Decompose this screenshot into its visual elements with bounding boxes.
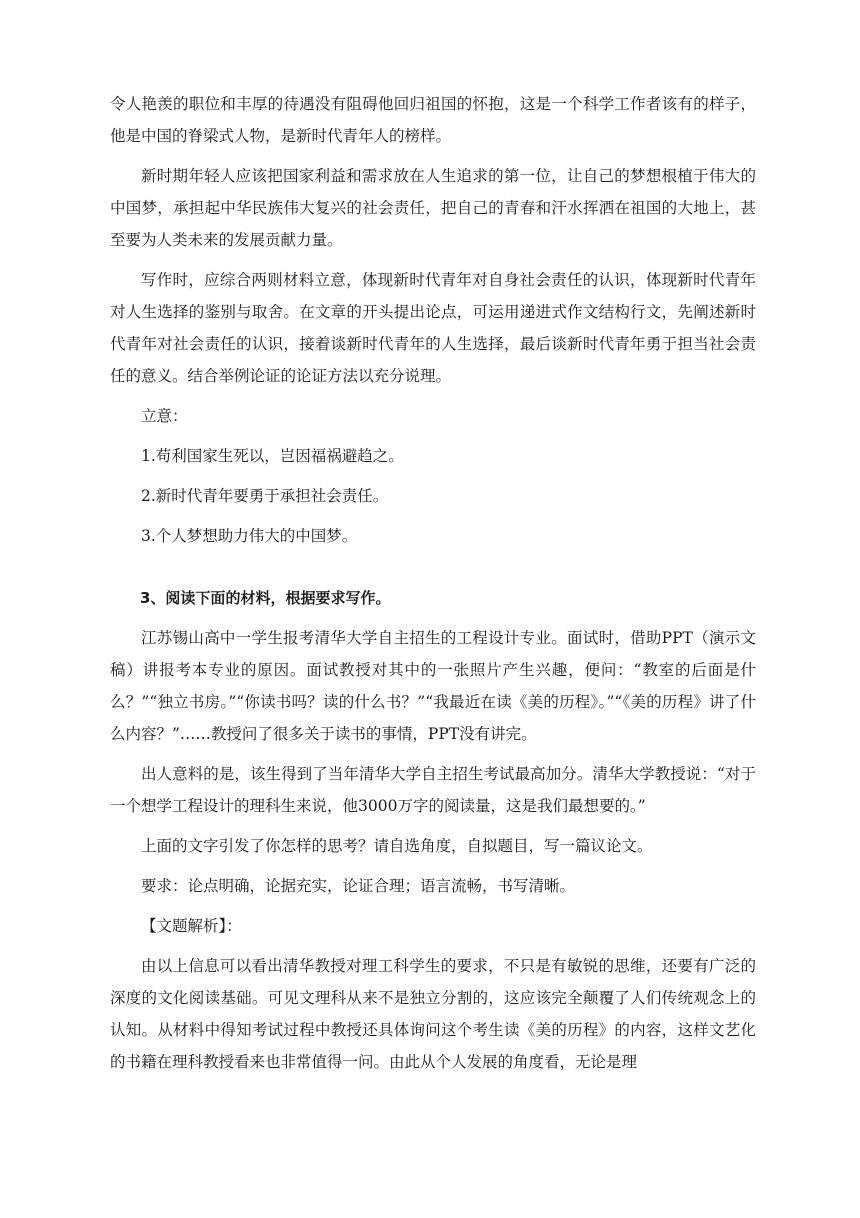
paragraph-6: 上面的文字引发了你怎样的思考？请自选角度，自拟题目，写一篇议论文。: [141, 837, 653, 855]
section-gap: [110, 560, 756, 582]
lizhi-label: 立意：: [141, 407, 188, 425]
section-heading-3: 3、阅读下面的材料，根据要求写作。: [140, 589, 391, 607]
paragraph-2: 新时期年轻人应该把国家利益和需求放在人生追求的第一位，让自己的梦想根植于伟大的中国梦，承担起中华民族伟大复兴的社会责任，把自己的青春和汗水挥洒在祖国的大地上，甚至要为人类未来的发展贡献力量。: [110, 167, 756, 249]
paragraph-5: 出人意料的是，该生得到了当年清华大学自主招生考试最高加分。清华大学教授说：“对于一个想学工程设计的理科生来说，他3000万字的阅读量，这是我们最想要的。”: [110, 765, 756, 815]
list-item-3: 3.个人梦想助力伟大的中国梦。: [141, 527, 358, 545]
paragraph-8: 由以上信息可以看出清华教授对理工科学生的要求，不只是有敏锐的思维，还要有广泛的深度的文化阅读基础。可见文理科从来不是独立分割的，这应该完全颠覆了人们传统观念上的认知。从材料中得知考试过程中教授还具体询问这个考生读《美的历程》的内容，这样文艺化的书籍在理科教授看来也非常值得一问。由此从个人发展的角度看，无论是理: [110, 957, 756, 1071]
paragraph-4: 江苏锡山高中一学生报考清华大学自主招生的工程设计专业。面试时，借助PPT（演示文稿）讲报考本专业的原因。面试教授对其中的一张照片产生兴趣，便问：“教室的后面是什么？”“独立书房。”“你读书吗？读的什么书？”“我最近在读《美的历程》。”“《美的历程》讲了什么内容？”……教授问了很多关于读书的事情，PPT没有讲完。: [110, 629, 756, 743]
document-body: [110, 88, 756, 1086]
paragraph-3: 写作时，应综合两则材料立意，体现新时代青年对自身社会责任的认识，体现新时代青年对人生选择的鉴别与取舍。在文章的开头提出论点，可运用递进式作文结构行文，先阐述新时代青年对社会责任的认识，接着谈新时代青年的人生选择，最后谈新时代青年勇于担当社会责任的意义。结合举例论证的论证方法以充分说理。: [110, 271, 756, 385]
analysis-label: 【文题解析】：: [141, 917, 242, 935]
list-item-2: 2.新时代青年要勇于承担社会责任。: [141, 487, 389, 505]
list-item-1: 1.苟利国家生死以，岂因福祸避趋之。: [141, 447, 404, 465]
paragraph-7: 要求：论点明确，论据充实，论证合理；语言流畅，书写清晰。: [141, 877, 576, 895]
paragraph-1: 令人艳羡的职位和丰厚的待遇没有阻碍他回归祖国的怀抱，这是一个科学工作者该有的样子，他是中国的脊梁式人物，是新时代青年人的榜样。: [110, 95, 756, 145]
